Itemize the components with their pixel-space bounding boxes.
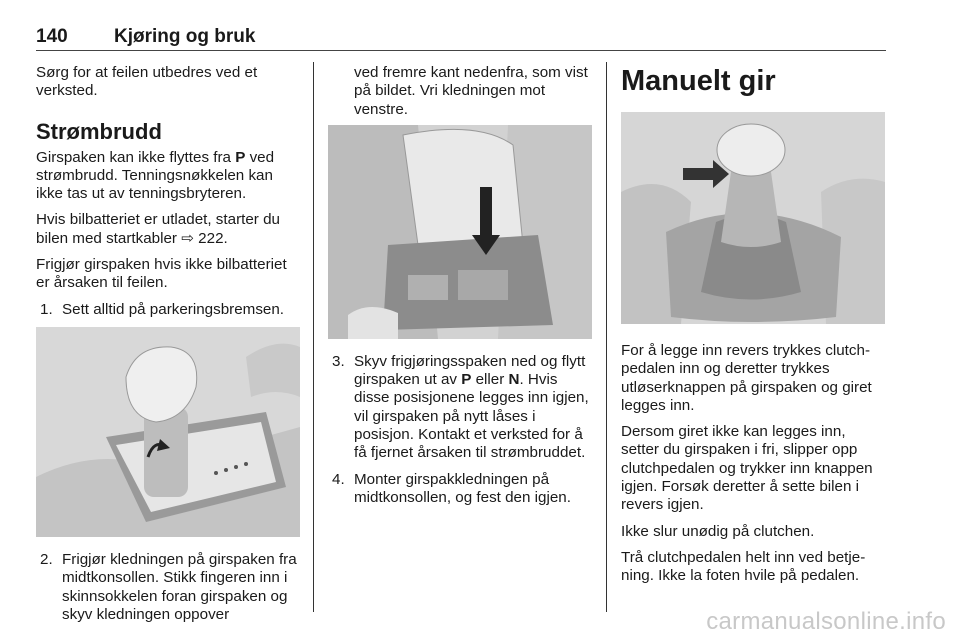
- step-1: [36, 301, 300, 319]
- page-ref-icon: ⇨: [181, 229, 194, 247]
- manual-paragraph-1: For å legge inn revers trykkes clutchpedalen inn og deretter trykkes utløserknappen på girspaken og giret legges inn.: [621, 342, 872, 414]
- column-1: [36, 64, 300, 632]
- step-3-number: 3.: [332, 352, 345, 370]
- step-4: [328, 471, 592, 508]
- step-2-number: 2.: [40, 550, 53, 568]
- step-2-continued: ved fremre kant nedenfra, som vist på bildet. Vri kledningen mot venstre.: [354, 64, 588, 118]
- paragraph-1-bold: P: [235, 148, 246, 166]
- header-rule: [36, 50, 886, 51]
- manual-paragraph-3: Ikke slur unødig på clutchen.: [621, 522, 815, 540]
- figure-shifter-trim-removed: [328, 125, 592, 339]
- paragraph-1: [36, 149, 300, 204]
- step-3-bold-n: N: [508, 371, 520, 389]
- section-heading-power-failure: Strømbrudd: [36, 118, 162, 144]
- page-number: 140: [36, 26, 68, 47]
- manual-paragraph-4: Trå clutchpedalen helt inn ved betjening. Ikke la foten hvile på pedalen.: [621, 548, 866, 585]
- paragraph-2: [36, 211, 300, 248]
- step-3-text-mid: eller: [471, 371, 509, 389]
- paragraph-1-text-b: ved strømbrudd. Tenningsnøkkelen kan ikke tas ut av tenningsbryteren.: [36, 148, 275, 203]
- step-3-text-a: Skyv frigjøringsspaken ned og flytt girspaken ut av: [354, 352, 586, 389]
- step-4-number: 4.: [332, 470, 345, 488]
- figure-automatic-shifter: [36, 327, 300, 537]
- page-header: [36, 26, 886, 50]
- paragraph-2-text: Hvis bilbatteriet er utladet, starter du bilen med startkabler: [36, 211, 280, 247]
- step-3-text-c: . Hvis disse posisjonene legges inn igjen, vil girspaken på nytt låses i posisjon. Kontakt et verksted for å få fjernet årsaken til strømbruddet.: [354, 371, 589, 462]
- column-2: [328, 64, 592, 515]
- section-heading-manual-gearbox: Manuelt gir: [621, 65, 776, 97]
- step-1-text: Sett alltid på parkeringsbremsen.: [62, 300, 285, 318]
- paragraph-1-text-a: Girspaken kan ikke flyttes fra: [36, 148, 236, 166]
- watermark: carmanualsonline.info: [706, 608, 946, 635]
- step-4-text: Monter girspakkledningen på midtkonsollen, og fest den igjen.: [354, 470, 571, 506]
- column-divider-1: [313, 62, 314, 612]
- page-reference: 222.: [198, 229, 228, 247]
- manual-paragraph-2: Dersom giret ikke kan legges inn, setter du girspaken i fri, slipper opp clutchpedalen og trykker inn knappen igjen. Forsøk deretter å sette bilen i revers igjen.: [621, 423, 873, 514]
- step-3-bold-p: P: [461, 371, 472, 389]
- step-2-text: Frigjør kledningen på girspaken fra midtkonsollen. Stikk fingeren inn i skinnsokkelen foran girspaken og skyv kledningen oppover: [62, 550, 297, 623]
- column-3: [621, 64, 885, 594]
- column-divider-2: [606, 62, 607, 612]
- step-1-number: 1.: [40, 300, 53, 318]
- step-2: [36, 551, 300, 624]
- intro-text: Sørg for at feilen utbedres ved et verksted.: [36, 64, 258, 100]
- chapter-title: Kjøring og bruk: [114, 26, 256, 47]
- step-3: [328, 353, 592, 463]
- figure-manual-shifter: [621, 112, 885, 324]
- paragraph-3: Frigjør girspaken hvis ikke bilbatteriet er årsaken til feilen.: [36, 256, 287, 292]
